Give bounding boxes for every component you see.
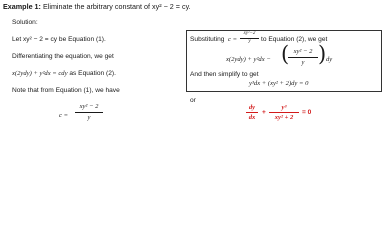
differentiating-text: Differentiating the equation, we get xyxy=(12,53,114,60)
equation-2-label: as Equation (2). xyxy=(69,70,116,77)
result-equation: y³dx + (xy² + 2)dy = 0 xyxy=(249,80,309,87)
eq-lhs: x(2ydy) + y²dx − xyxy=(226,56,271,63)
c-denominator: y xyxy=(87,114,91,121)
c-fraction-bar xyxy=(75,112,103,113)
final-num-dy: dy xyxy=(248,104,256,111)
eq-numerator: xy² − 2 xyxy=(293,48,313,55)
left-paren: ( xyxy=(281,42,290,66)
substituting-denominator: y xyxy=(248,39,251,44)
final-den-dx: dx xyxy=(248,114,256,121)
example-statement: Eliminate the arbitrary constant of xy² − 2 = cy. xyxy=(42,2,191,11)
let-equation-1: Let xy² − 2 = cy be Equation (1). xyxy=(12,36,106,43)
equation-2-math: x(2ydy) + y²dx = cdy xyxy=(12,70,68,77)
eq-dy: dy xyxy=(326,56,333,63)
eq-fraction-bar xyxy=(288,57,318,58)
final-equals-zero: = 0 xyxy=(302,109,312,116)
substituting-suffix: to Equation (2), we get xyxy=(261,36,328,43)
final-num-y3: y³ xyxy=(281,104,287,111)
substituting-prefix: Substituting xyxy=(190,36,225,43)
eq-denominator: y xyxy=(301,59,305,66)
example-label: Example 1: xyxy=(3,2,41,11)
c-lhs: c = xyxy=(59,112,69,119)
c-numerator: xy² − 2 xyxy=(79,103,99,110)
solution-heading: Solution: xyxy=(12,19,38,26)
final-plus: + xyxy=(262,109,266,116)
or-text: or xyxy=(190,97,196,104)
note-text: Note that from Equation (1), we have xyxy=(12,87,120,94)
equation-2-line xyxy=(12,70,116,77)
final-den-xy2: xy² + 2 xyxy=(274,114,294,121)
simplify-text: And then simplify to get xyxy=(190,71,259,78)
example-title xyxy=(3,2,191,11)
final-bar-2 xyxy=(269,112,299,113)
final-bar-1 xyxy=(246,112,258,113)
substituting-numerator: xy²−2 xyxy=(243,31,256,36)
substituting-c: c = xyxy=(228,36,238,43)
right-paren: ) xyxy=(318,42,327,66)
